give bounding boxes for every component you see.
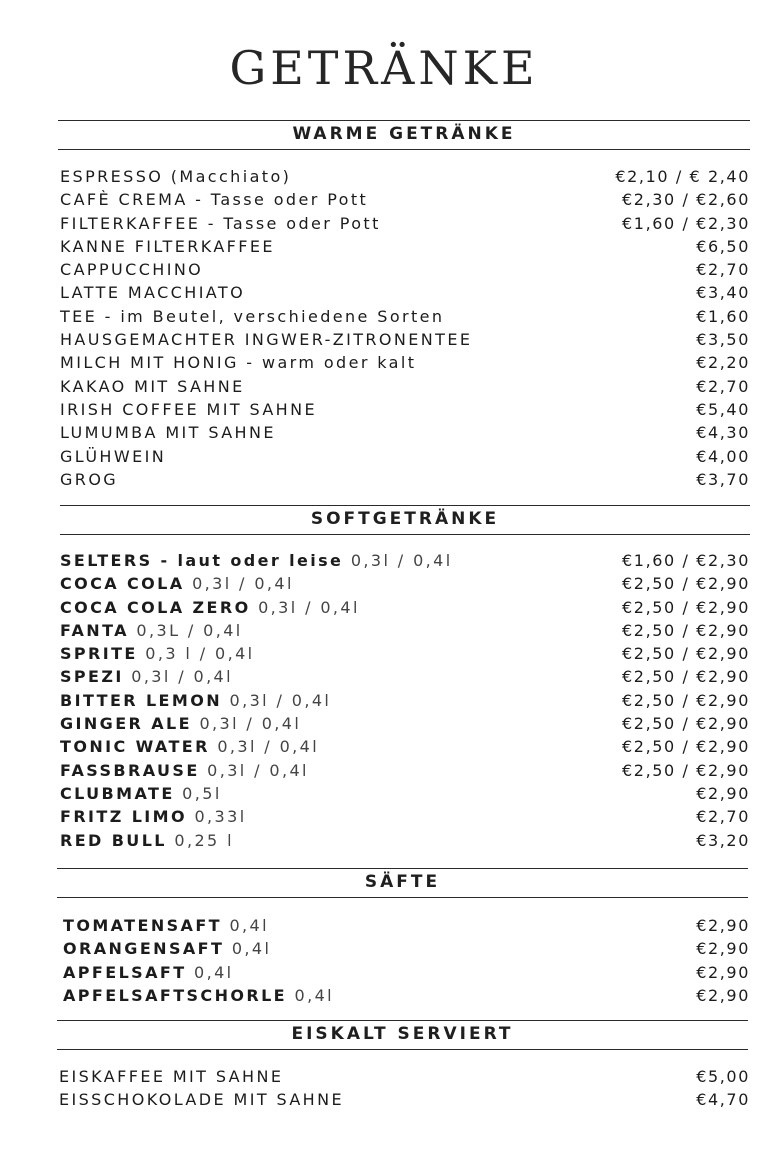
item-volume: 0,3l / 0,4l: [207, 760, 309, 780]
item-price: €3,50: [696, 330, 750, 350]
item-price: €5,00: [696, 1067, 750, 1086]
menu-item: [63, 961, 750, 984]
item-price: €2,20: [696, 353, 750, 373]
item-name: ORANGENSAFT: [63, 939, 225, 959]
menu-item: [59, 1088, 750, 1111]
item-price: €3,70: [696, 469, 750, 489]
menu-item: [60, 572, 750, 595]
menu-item: [60, 805, 750, 828]
item-price: €2,70: [696, 260, 750, 280]
item-name: GINGER ALE: [60, 714, 192, 734]
menu-item: [60, 468, 750, 491]
item-price: €2,90: [696, 962, 750, 982]
item-price: €1,60: [696, 306, 750, 326]
item-name: TOMATENSAFT: [63, 916, 222, 935]
item-volume: 0,3l / 0,4l: [217, 737, 320, 757]
menu-item: [60, 445, 750, 468]
item-name: TEE - im Beutel, verschiedene Sorten: [60, 306, 445, 326]
item-price: €2,70: [696, 376, 750, 396]
item-name: CAFÈ CREMA - Tasse oder Pott: [60, 190, 369, 210]
menu-item: [59, 1065, 750, 1088]
item-price: €2,90: [696, 916, 750, 935]
item-name: FILTERKAFFEE - Tasse oder Pott: [60, 213, 381, 233]
item-volume: 0,3l / 0,4l: [350, 551, 453, 570]
item-name: KANNE FILTERKAFFEE: [60, 236, 275, 256]
item-name: CLUBMATE: [60, 783, 175, 803]
item-volume: 0,33l: [194, 807, 247, 827]
item-price: €4,30: [696, 423, 750, 443]
item-name: APFELSAFTSCHORLE: [63, 985, 288, 1005]
menu-item: [60, 375, 750, 398]
item-price: €2,50 / €2,90: [622, 714, 750, 734]
item-name: EISKAFFEE MIT SAHNE: [59, 1067, 284, 1086]
menu-item: [60, 782, 750, 805]
item-price: €2,50 / €2,90: [622, 597, 750, 617]
menu-item: [60, 829, 750, 852]
menu-item: [60, 258, 750, 281]
item-volume: 0,4l: [294, 985, 335, 1005]
item-name: LUMUMBA MIT SAHNE: [60, 423, 276, 443]
item-volume: 0,4l: [229, 916, 269, 935]
item-volume: 0,4l: [194, 962, 234, 982]
menu-item: [60, 549, 750, 572]
item-name: LATTE MACCHIATO: [60, 283, 246, 303]
section-heading: WARME GETRÄNKE: [58, 120, 750, 150]
item-price: €5,40: [696, 399, 750, 419]
item-price: €2,90: [696, 939, 750, 959]
section-saefte: [0, 868, 768, 1007]
item-volume: 0,3l / 0,4l: [258, 597, 360, 617]
item-price: €1,60 / €2,30: [622, 551, 750, 570]
item-name: MILCH MIT HONIG - warm oder kalt: [60, 353, 417, 373]
menu-item: [60, 165, 750, 188]
menu-item: [60, 421, 750, 444]
menu-item: [60, 351, 750, 374]
menu-item: [63, 914, 750, 937]
section-softgetraenke: [0, 505, 768, 852]
menu-item: [60, 665, 750, 688]
item-price: €2,10 / € 2,40: [615, 167, 750, 186]
item-price: €2,90: [696, 783, 750, 803]
item-name: COCA COLA: [60, 574, 185, 594]
item-price: €2,50 / €2,90: [622, 690, 750, 710]
menu-item: [60, 712, 750, 735]
item-price: €2,50 / €2,90: [622, 620, 750, 640]
item-volume: 0,3l / 0,4l: [192, 574, 294, 594]
item-price: €3,20: [696, 830, 750, 850]
item-name: IRISH COFFEE MIT SAHNE: [60, 399, 317, 419]
item-name: GLÜHWEIN: [60, 446, 167, 466]
section-heading: SÄFTE: [57, 868, 748, 898]
item-name: FRITZ LIMO: [60, 807, 187, 827]
section-heading: EISKALT SERVIERT: [57, 1020, 748, 1050]
item-name: SELTERS - laut oder leise: [60, 551, 344, 570]
item-price: €2,90: [696, 985, 750, 1005]
menu-list: [60, 165, 750, 491]
item-name: FANTA: [60, 620, 129, 640]
menu-item: [60, 328, 750, 351]
item-price: €2,50 / €2,90: [622, 737, 750, 757]
item-volume: 0,3l / 0,4l: [229, 690, 332, 710]
section-warme-getraenke: [0, 120, 768, 491]
item-name: KAKAO MIT SAHNE: [60, 376, 245, 396]
item-volume: 0,3L / 0,4l: [136, 620, 243, 640]
item-name: BITTER LEMON: [60, 690, 223, 710]
menu-item: [60, 281, 750, 304]
menu-item: [60, 398, 750, 421]
item-name: COCA COLA ZERO: [60, 597, 251, 617]
section-heading: SOFTGETRÄNKE: [60, 505, 750, 535]
menu-item: [60, 212, 750, 235]
item-name: HAUSGEMACHTER INGWER-ZITRONENTEE: [60, 330, 473, 350]
item-name: FASSBRAUSE: [60, 760, 200, 780]
menu-item: [60, 619, 750, 642]
item-price: €2,70: [696, 807, 750, 827]
item-price: €2,50 / €2,90: [622, 644, 750, 664]
item-name: ESPRESSO (Macchiato): [60, 167, 292, 186]
item-price: €4,70: [696, 1090, 750, 1110]
item-name: EISSCHOKOLADE MIT SAHNE: [59, 1090, 344, 1110]
item-price: €1,60 / €2,30: [622, 213, 750, 233]
page-title: GETRÄNKE: [229, 41, 539, 95]
item-name: TONIC WATER: [60, 737, 210, 757]
item-volume: 0,4l: [231, 939, 272, 959]
item-name: RED BULL: [60, 830, 167, 850]
menu-list: [59, 1065, 750, 1112]
menu-list: [63, 914, 750, 1007]
item-volume: 0,3 l / 0,4l: [145, 644, 255, 664]
item-volume: 0,3l / 0,4l: [199, 714, 302, 734]
item-price: €2,50 / €2,90: [622, 667, 750, 687]
menu-item: [60, 759, 750, 782]
item-price: €4,00: [696, 446, 750, 466]
item-name: SPEZI: [60, 667, 124, 687]
menu-item: [63, 937, 750, 960]
menu-item: [60, 596, 750, 619]
item-name: APFELSAFT: [63, 962, 187, 982]
item-volume: 0,5l: [182, 783, 222, 803]
section-eiskalt-serviert: [0, 1020, 768, 1112]
item-volume: 0,3l / 0,4l: [131, 667, 233, 687]
menu-item: [60, 188, 750, 211]
item-price: €2,50 / €2,90: [622, 574, 750, 594]
item-price: €2,50 / €2,90: [622, 760, 750, 780]
item-price: €6,50: [696, 236, 750, 256]
menu-item: [60, 305, 750, 328]
item-name: SPRITE: [60, 644, 138, 664]
item-name: GROG: [60, 469, 119, 489]
menu-item: [60, 689, 750, 712]
item-price: €2,30 / €2,60: [622, 190, 750, 210]
item-name: CAPPUCCHINO: [60, 260, 204, 280]
item-price: €3,40: [696, 283, 750, 303]
menu-item: [60, 642, 750, 665]
item-volume: 0,25 l: [174, 830, 234, 850]
menu-item: [60, 735, 750, 758]
menu-item: [60, 235, 750, 258]
menu-list: [60, 549, 750, 852]
menu-item: [63, 984, 750, 1007]
